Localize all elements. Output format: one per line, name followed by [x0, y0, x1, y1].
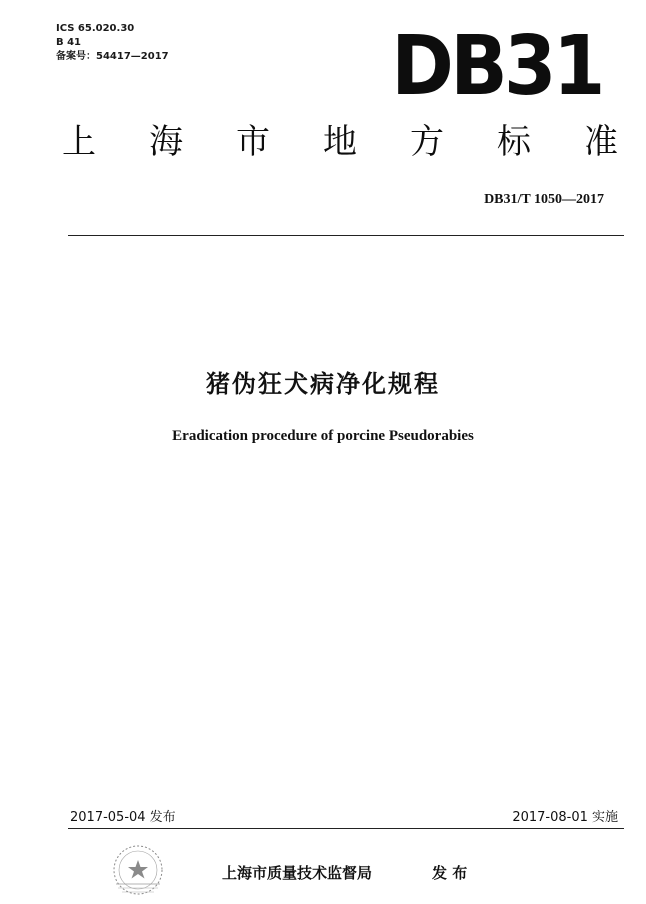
standard-type-char: 标 [497, 122, 531, 162]
standard-type-char: 方 [410, 122, 444, 162]
ics-code: ICS 65.020.30 [56, 23, 135, 34]
publish-label: 发 布 [432, 864, 468, 882]
bottom-divider [68, 828, 624, 829]
top-divider [68, 235, 624, 236]
ccs-code: B 41 [56, 37, 82, 48]
standard-type-char: 地 [323, 122, 357, 162]
standard-type-char: 市 [236, 122, 270, 162]
metadata-block [56, 22, 169, 64]
publisher-name: 上海市质量技术监督局 [222, 864, 373, 882]
filing-number: 备案号：54417—2017 [56, 51, 169, 62]
issue-date: 2017-05-04 发布 [70, 810, 176, 825]
standard-type-char: 海 [149, 122, 183, 162]
standard-type-title [62, 122, 618, 162]
db31-logo: DB31 [391, 19, 602, 114]
standard-number: DB31/T 1050—2017 [484, 192, 604, 207]
standard-type-char: 准 [584, 122, 618, 162]
official-seal-stamp [104, 840, 172, 900]
document-title-chinese: 猪伪狂犬病净化规程 [206, 370, 440, 398]
standard-type-char: 上 [62, 122, 96, 162]
implementation-date: 2017-08-01 实施 [512, 810, 618, 825]
document-title-english: Eradication procedure of porcine Pseudorabies [172, 428, 474, 444]
